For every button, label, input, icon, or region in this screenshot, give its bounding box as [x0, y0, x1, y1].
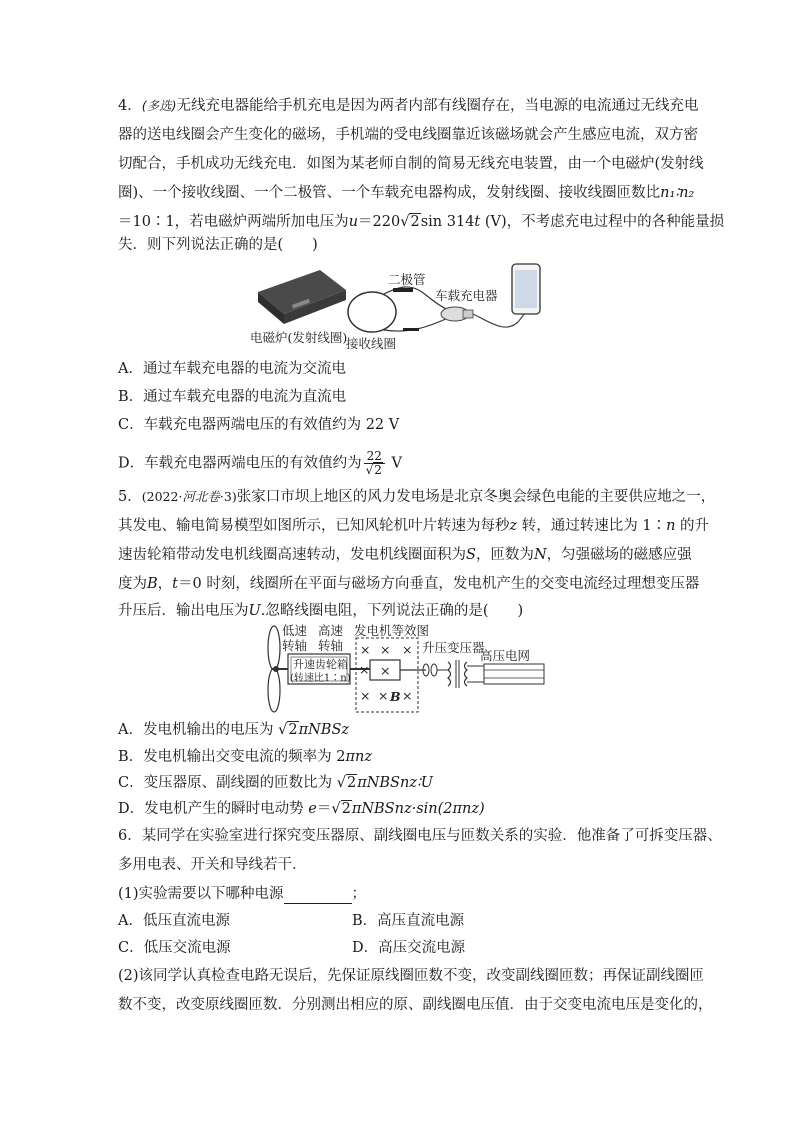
b-field-cross: ×: [378, 688, 389, 703]
q4-line-5: [118, 212, 724, 232]
q4-text: (V)，不考虑充电过程中的各种能量损: [480, 214, 725, 230]
sqrt-arg: 2: [410, 214, 420, 230]
var-N: N: [533, 547, 547, 563]
source: ·3): [219, 489, 237, 504]
primary-coil: [448, 662, 451, 686]
b-field-cross: ×: [402, 688, 413, 703]
option-text: ＝: [316, 801, 332, 817]
source: 河北卷: [182, 489, 220, 504]
q4-line-6: 失．则下列说法正确的是( ): [118, 237, 318, 253]
var-s: S: [466, 547, 476, 563]
var-t: t: [172, 576, 178, 592]
sub-question: (1)实验需要以下哪种电源: [118, 886, 284, 902]
resistor-mark: [403, 328, 419, 331]
b-field-cross: ×: [360, 642, 371, 657]
label-low-speed: 低速: [282, 624, 308, 638]
q6-sub-1: [118, 884, 366, 904]
sqrt-arg: 2: [374, 463, 382, 477]
q5-line-5: [118, 601, 523, 621]
q4-option-d: [118, 450, 402, 477]
label-gearbox-ratio: (转速比1∶n): [290, 673, 351, 684]
q5-option-a: [118, 720, 349, 740]
option-text: B．发电机输出交变电流的频率为 2: [118, 749, 346, 765]
q6-line-2: 多用电表、开关和导线若干．: [118, 857, 307, 873]
label-diode: 二极管: [388, 272, 426, 287]
q4-text: 无线充电器能给手机充电是因为两者内部有线圈存在，当电源的电流通过无线充电: [176, 98, 699, 114]
blade-top: [268, 626, 280, 670]
q4-text: 圈)、一个接收线圈、一个二极管、一个车载充电器构成，发射线圈、接收线圈匝数比: [118, 185, 661, 201]
var-z: z: [509, 518, 518, 534]
q5-text: .忽略线圈电阻，下列说法正确的是( ): [260, 603, 524, 619]
q5-option-c: [118, 773, 433, 793]
q5-text: ，匝数为: [475, 547, 534, 563]
q5-text: 其发电、输电简易模型如图所示，已知风轮机叶片转速为每秒: [118, 518, 510, 534]
q5-line-4: [118, 574, 699, 594]
q6-sub-2-line-2: 数不变，改变原线圈匝数．分别测出相应的原、副线圈电压值．由于交变电流电压是变化的，: [118, 997, 713, 1013]
var-t: t: [474, 214, 481, 230]
var-u: u: [348, 214, 359, 230]
q5-text: 张家口市坝上地区的风力发电场是北京冬奥会绿色电能的主要供应地之一，: [236, 489, 716, 505]
slip-ring: [431, 664, 437, 676]
q6-option-d: D．高压交流电源: [352, 940, 466, 956]
wireless-charger-figure: [250, 262, 550, 356]
label-cooker: 电磁炉(发射线圈): [250, 330, 348, 345]
q4-line-3: 切配合，手机成功无线充电．如图为某老师自制的简易无线充电装置，由一个电磁炉(发射线: [118, 156, 704, 172]
b-field-cross: ×: [380, 663, 391, 678]
sqrt-arg: 2: [288, 722, 298, 738]
var-U: U: [248, 603, 261, 619]
sqrt: √2: [278, 722, 298, 738]
q5-line-3: [118, 545, 692, 565]
option-math: πNBSnz·sin(2πnz): [351, 801, 485, 817]
q4-text: ＝220: [358, 214, 401, 230]
q6-option-a: A．低压直流电源: [118, 913, 230, 929]
phone-screen: [515, 270, 537, 308]
question-tag: (多选): [141, 98, 177, 113]
sqrt: √2: [331, 801, 351, 817]
sub-question: ；: [351, 886, 367, 902]
option-text: D．发电机产生的瞬时电动势: [118, 801, 309, 817]
label-receiver: 接收线圈: [346, 336, 397, 351]
q5-line-2: [118, 516, 709, 536]
denominator: √2: [365, 463, 382, 477]
q5-text: 转，通过转速比为 1∶: [517, 518, 667, 534]
option-math: πNBSnz∶U: [357, 775, 433, 791]
answer-blank[interactable]: [284, 889, 352, 904]
label-high-speed: 高速: [318, 624, 344, 638]
q5-text: 速齿轮箱带动发电机线圈高速转动，发电机线圈面积为: [118, 547, 466, 563]
var-n: n: [666, 518, 676, 534]
numerator: 22: [364, 450, 385, 464]
b-field-label: B: [390, 689, 401, 704]
q6-sub-2-line-1: (2)该同学认真检查电路无误后，先保证原线圈匝数不变，改变副线圈匝数；再保证副线圈匝: [118, 968, 705, 984]
unit: V: [386, 455, 403, 472]
sqrt: √2: [336, 775, 357, 791]
q6-line-1: 6．某同学在实验室进行探究变压器原、副线圈电压与匝数关系的实验．他准备了可拆变压器、: [118, 828, 722, 844]
q4-text: sin 314: [420, 214, 475, 230]
b-field-cross: ×: [402, 642, 413, 657]
option-text: D．车载充电器两端电压的有效值约为: [118, 455, 362, 472]
q4-option-a: A．通过车载充电器的电流为交流电: [118, 361, 346, 377]
q4-line-1: [118, 96, 699, 116]
sqrt-arg: 2: [341, 801, 351, 817]
label-grid: 高压电网: [480, 648, 531, 663]
source: (2022·: [141, 489, 183, 504]
fraction: [364, 450, 385, 477]
b-field-cross: ×: [360, 688, 371, 703]
option-math: πnz: [345, 749, 373, 765]
q5-text: 度为: [118, 576, 147, 592]
option-text: A．发电机输出的电压为: [118, 722, 279, 738]
label-step-up: 升压变压器: [422, 640, 485, 655]
charger-tip: [463, 310, 473, 318]
q4-line-2: 器的送电线圈会产生变化的磁场，手机端的受电线圈靠近该磁场就会产生感应电流，双方密: [118, 127, 698, 143]
q5-text: ，: [157, 576, 173, 592]
receiver-coil: [348, 292, 396, 332]
grid: [484, 664, 544, 684]
label-high-speed: 转轴: [318, 638, 344, 653]
option-text: C．变压器原、副线圈的匝数比为: [118, 775, 337, 791]
sqrt: √2: [400, 214, 420, 230]
question-number: 4．: [118, 98, 142, 114]
q6-option-c: C．低压交流电源: [118, 940, 231, 956]
q5-text: ，匀强磁场的磁感应强: [546, 547, 692, 563]
wind-power-figure: [262, 624, 552, 716]
sqrt-arg: 2: [346, 775, 357, 791]
b-field-cross: ×: [380, 642, 391, 657]
var-B: B: [147, 576, 158, 592]
var-e: e: [308, 801, 317, 817]
q4-line-4: [118, 183, 694, 203]
label-gearbox: 升速齿轮箱: [293, 658, 348, 671]
b-field-cross: ×: [359, 662, 370, 677]
q5-option-b: [118, 747, 372, 767]
q4-text: ＝10∶1，若电磁炉两端所加电压为: [118, 214, 349, 230]
q5-text: 的升: [675, 518, 710, 534]
q4-option-c: C．车载充电器两端电压的有效值约为 22 V: [118, 417, 400, 433]
ratio: n₁∶n₂: [660, 185, 695, 201]
q6-option-b: B．高压直流电源: [352, 913, 465, 929]
q5-line-1: [118, 487, 715, 507]
secondary-coil: [465, 662, 468, 686]
label-generator: 发电机等效图: [354, 624, 430, 638]
option-math: πNBSz: [298, 722, 350, 738]
label-low-speed: 转轴: [282, 638, 308, 653]
diode: [393, 288, 413, 292]
q5-option-d: [118, 799, 485, 819]
question-number: 5．: [118, 489, 142, 505]
q5-text: ＝0 时刻，线圈所在平面与磁场方向垂直，发电机产生的交变电流经过理想变压器: [177, 576, 700, 592]
q4-option-b: B．通过车载充电器的电流为直流电: [118, 389, 347, 405]
label-charger: 车载充电器: [435, 288, 498, 303]
blade-bottom: [268, 668, 280, 712]
q5-text: 升压后．输出电压为: [118, 603, 249, 619]
